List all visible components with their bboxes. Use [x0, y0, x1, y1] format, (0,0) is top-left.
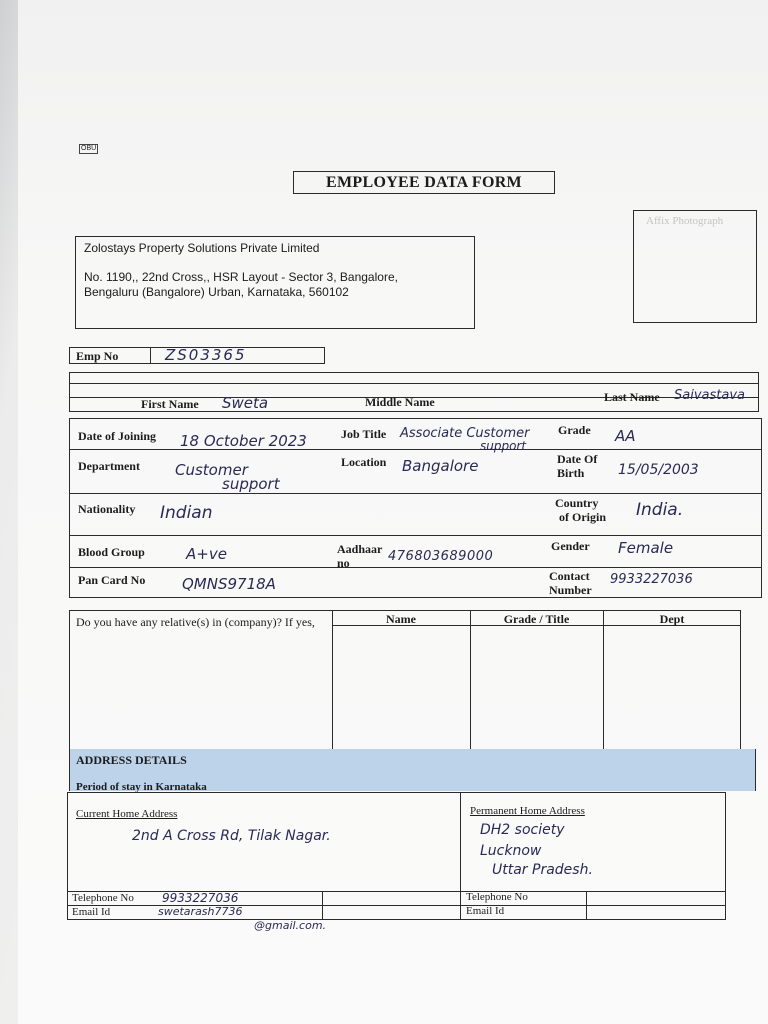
last-name-label: Last Name — [604, 390, 660, 404]
photo-box — [633, 210, 757, 323]
company-box — [75, 236, 475, 329]
pan-label: Pan Card No — [78, 573, 146, 587]
photo-label: Affix Photograph — [646, 215, 724, 227]
perm-email-label: Email Id — [466, 905, 505, 917]
doj-value: 18 October 2023 — [180, 432, 307, 450]
email-label: Email Id — [72, 906, 111, 918]
aadhaar-label-line1: Aadhaar — [337, 542, 383, 556]
telephone-label: Telephone No — [72, 892, 134, 904]
department-value-line1: Customer — [175, 461, 248, 479]
dob-value: 15/05/2003 — [618, 462, 699, 478]
address-section-title: ADDRESS DETAILS — [76, 753, 187, 767]
telephone-value: 9933227036 — [162, 891, 239, 905]
pan-value: QMNS9718A — [182, 575, 276, 593]
company-address-line1: No. 1190,, 22nd Cross,, HSR Layout - Sector 3, Bangalore, — [84, 270, 398, 284]
blood-group-label: Blood Group — [78, 545, 145, 559]
doj-label: Date of Joining — [78, 429, 156, 443]
department-label: Department — [78, 459, 140, 473]
aadhaar-value: 476803689000 — [388, 549, 494, 564]
corner-mark: OBU — [81, 145, 97, 152]
perm-telephone-label: Telephone No — [466, 891, 528, 903]
first-name-value: Sweta — [222, 394, 269, 412]
permanent-address-line2: Lucknow — [480, 843, 542, 859]
contact-value: 9933227036 — [610, 572, 693, 587]
current-address-value: 2nd A Cross Rd, Tilak Nagar. — [132, 828, 331, 844]
middle-name-label: Middle Name — [365, 395, 435, 409]
permanent-address-label: Permanent Home Address — [470, 805, 585, 817]
department-value-line2: support — [222, 475, 280, 493]
gender-label: Gender — [551, 539, 590, 553]
dob-label-line1: Date Of — [557, 452, 598, 466]
job-title-label: Job Title — [341, 427, 387, 441]
grade-value: AA — [615, 427, 636, 445]
emp-no-box — [69, 347, 325, 364]
emp-no-label: Emp No — [76, 349, 119, 363]
permanent-address-line3: Uttar Pradesh. — [492, 862, 593, 878]
blood-group-value: A+ve — [186, 545, 227, 563]
aadhaar-label-line2: no — [337, 556, 350, 570]
nationality-label: Nationality — [78, 502, 136, 516]
grade-label: Grade — [558, 423, 591, 437]
relatives-col-grade: Grade / Title — [503, 612, 570, 626]
relatives-col-name: Name — [386, 612, 416, 626]
gender-value: Female — [618, 539, 674, 557]
contact-label-line1: Contact — [549, 569, 590, 583]
location-value: Bangalore — [402, 457, 479, 475]
contact-label-line2: Number — [549, 583, 592, 597]
emp-no-value: ZS03365 — [165, 346, 247, 364]
dob-label-line2: Birth — [557, 466, 585, 480]
location-label: Location — [341, 455, 387, 469]
last-name-value: Saivastava — [674, 388, 745, 403]
company-address-line2: Bengaluru (Bangalore) Urban, Karnataka, 560102 — [84, 285, 349, 299]
job-title-value-line1: Associate Customer — [400, 426, 530, 441]
relatives-question: Do you have any relative(s) in (company)? If yes, — [76, 615, 315, 629]
email-value-line1: swetarash7736 — [158, 905, 243, 918]
first-name-label: First Name — [141, 397, 199, 411]
form-title: EMPLOYEE DATA FORM — [293, 171, 555, 194]
company-name: Zolostays Property Solutions Private Limited — [84, 241, 320, 255]
job-title-value-line2: support — [480, 439, 527, 453]
email-value-line2: @gmail.com. — [254, 919, 327, 932]
current-address-label: Current Home Address — [76, 808, 178, 820]
relatives-table — [69, 610, 741, 750]
country-label-line1: Country — [555, 496, 599, 510]
relatives-col-dept: Dept — [659, 612, 685, 626]
nationality-value: Indian — [160, 503, 213, 523]
period-of-stay-label: Period of stay in Karnataka — [76, 781, 207, 793]
permanent-address-line1: DH2 society — [480, 822, 565, 838]
country-label-line2: of Origin — [559, 510, 606, 524]
country-value: India. — [636, 500, 684, 520]
